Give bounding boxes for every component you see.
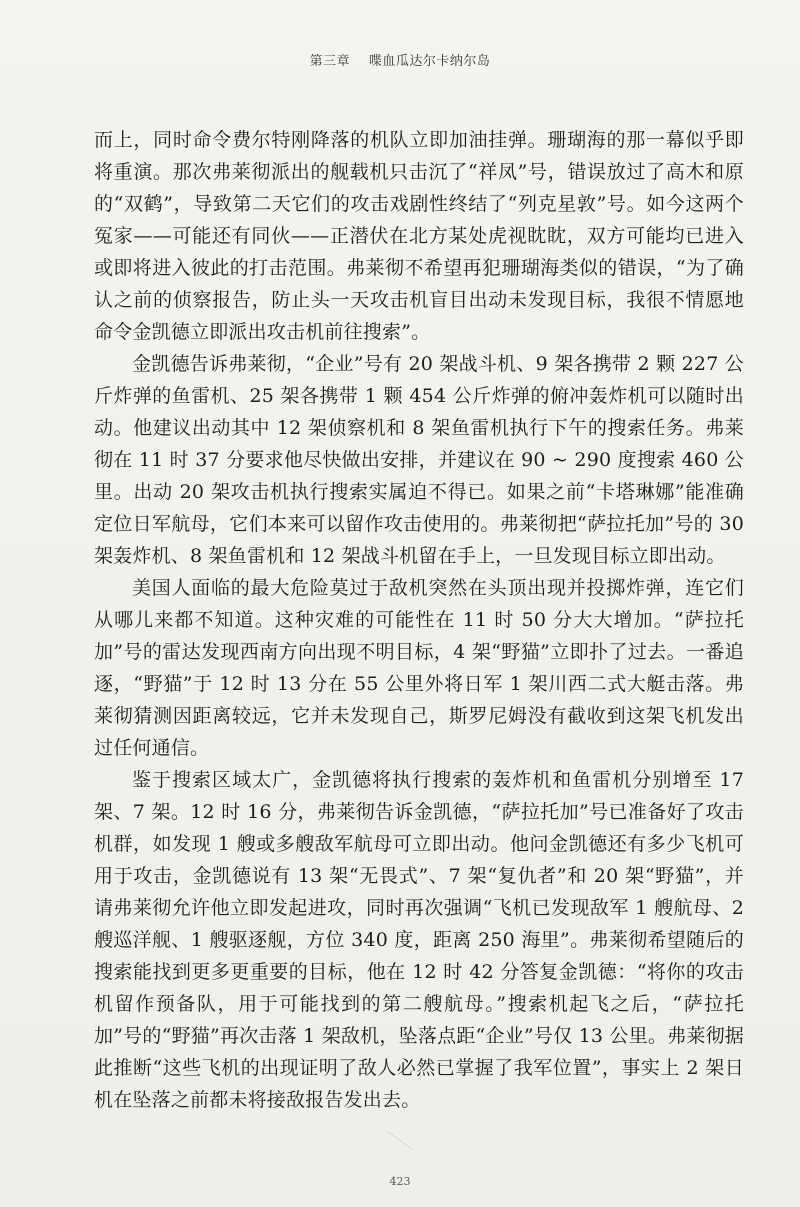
paragraph-1: 而上，同时命令费尔特刚降落的机队立即加油挂弹。珊瑚海的那一幕似乎即将重演。那次弗莱彻派出的舰载机只击沉了“祥凤”号，错误放过了高木和原的“双鹤”，导致第二天它们的攻击戏剧性终结了“列克星敦”号。如今这两个冤家——可能还有同伙——正潜伏在北方某处虎视眈眈，双方可能均已进入或即将进入彼此的打击范围。弗莱彻不希望再犯珊瑚海类似的错误，“为了确认之前的侦察报告，防止头一天攻击机盲目出动未发现目标，我很不情愿地命令金凯德立即派出攻击机前往搜索”。 — [94, 129, 744, 343]
page-number: 423 — [389, 1175, 411, 1188]
chapter-label: 第三章 — [309, 54, 351, 69]
body-text — [94, 124, 744, 1116]
scan-mark — [387, 1131, 412, 1149]
running-header — [0, 50, 800, 69]
chapter-title: 喋血瓜达尔卡纳尔岛 — [368, 54, 491, 69]
paragraph-4: 鉴于搜索区域太广，金凯德将执行搜索的轰炸机和鱼雷机分别增至 17 架、7 架。12 时 16 分，弗莱彻告诉金凯德，“萨拉托加”号已准备好了攻击机群，如发现 1 艘或多艘敌军航母可立即出动。他问金凯德还有多少飞机可用于攻击，金凯德说有 13 架“无畏式”、7 架“复仇者”和 20 架“野猫”，并请弗莱彻允许他立即发起进攻，同时再次强调“飞机已发现敌军 1 艘航母、2 艘巡洋舰、1 艘驱逐舰，方位 340 度，距离 250 海里”。弗莱彻希望随后的搜索能找到更多更重要的目标，他在 12 时 42 分答复金凯德：“将你的攻击机留作预备队，用于可能找到的第二艘航母。”搜索机起飞之后，“萨拉托加”号的“野猫”再次击落 1 架敌机，坠落点距“企业”号仅 13 公里。弗莱彻据此推断“这些飞机的出现证明了敌人必然已掌握了我军位置”，事实上 2 架日机在坠落之前都未将接敌报告发出去。 — [94, 769, 744, 1111]
paragraph-2: 金凯德告诉弗莱彻，“企业”号有 20 架战斗机、9 架各携带 2 颗 227 公斤炸弹的鱼雷机、25 架各携带 1 颗 454 公斤炸弹的俯冲轰炸机可以随时出动。他建议出动其中 12 架侦察机和 8 架鱼雷机执行下午的搜索任务。弗莱彻在 11 时 37 分要求他尽快做出安排，并建议在 90 ~ 290 度搜索 460 公里。出动 20 架攻击机执行搜索实属迫不得已。如果之前“卡塔琳娜”能准确定位日军航母，它们本来可以留作攻击使用的。弗莱彻把“萨拉托加”号的 30 架轰炸机、8 架鱼雷机和 12 架战斗机留在手上，一旦发现目标立即出动。 — [94, 353, 744, 567]
paragraph-3: 美国人面临的最大危险莫过于敌机突然在头顶出现并投掷炸弹，连它们从哪儿来都不知道。这种灾难的可能性在 11 时 50 分大大增加。“萨拉托加”号的雷达发现西南方向出现不明目标，4 架“野猫”立即扑了过去。一番追逐，“野猫”于 12 时 13 分在 55 公里外将日军 1 架川西二式大艇击落。弗莱彻猜测因距离较远，它并未发现自己，斯罗尼姆没有截收到这架飞机发出过任何通信。 — [94, 577, 744, 759]
